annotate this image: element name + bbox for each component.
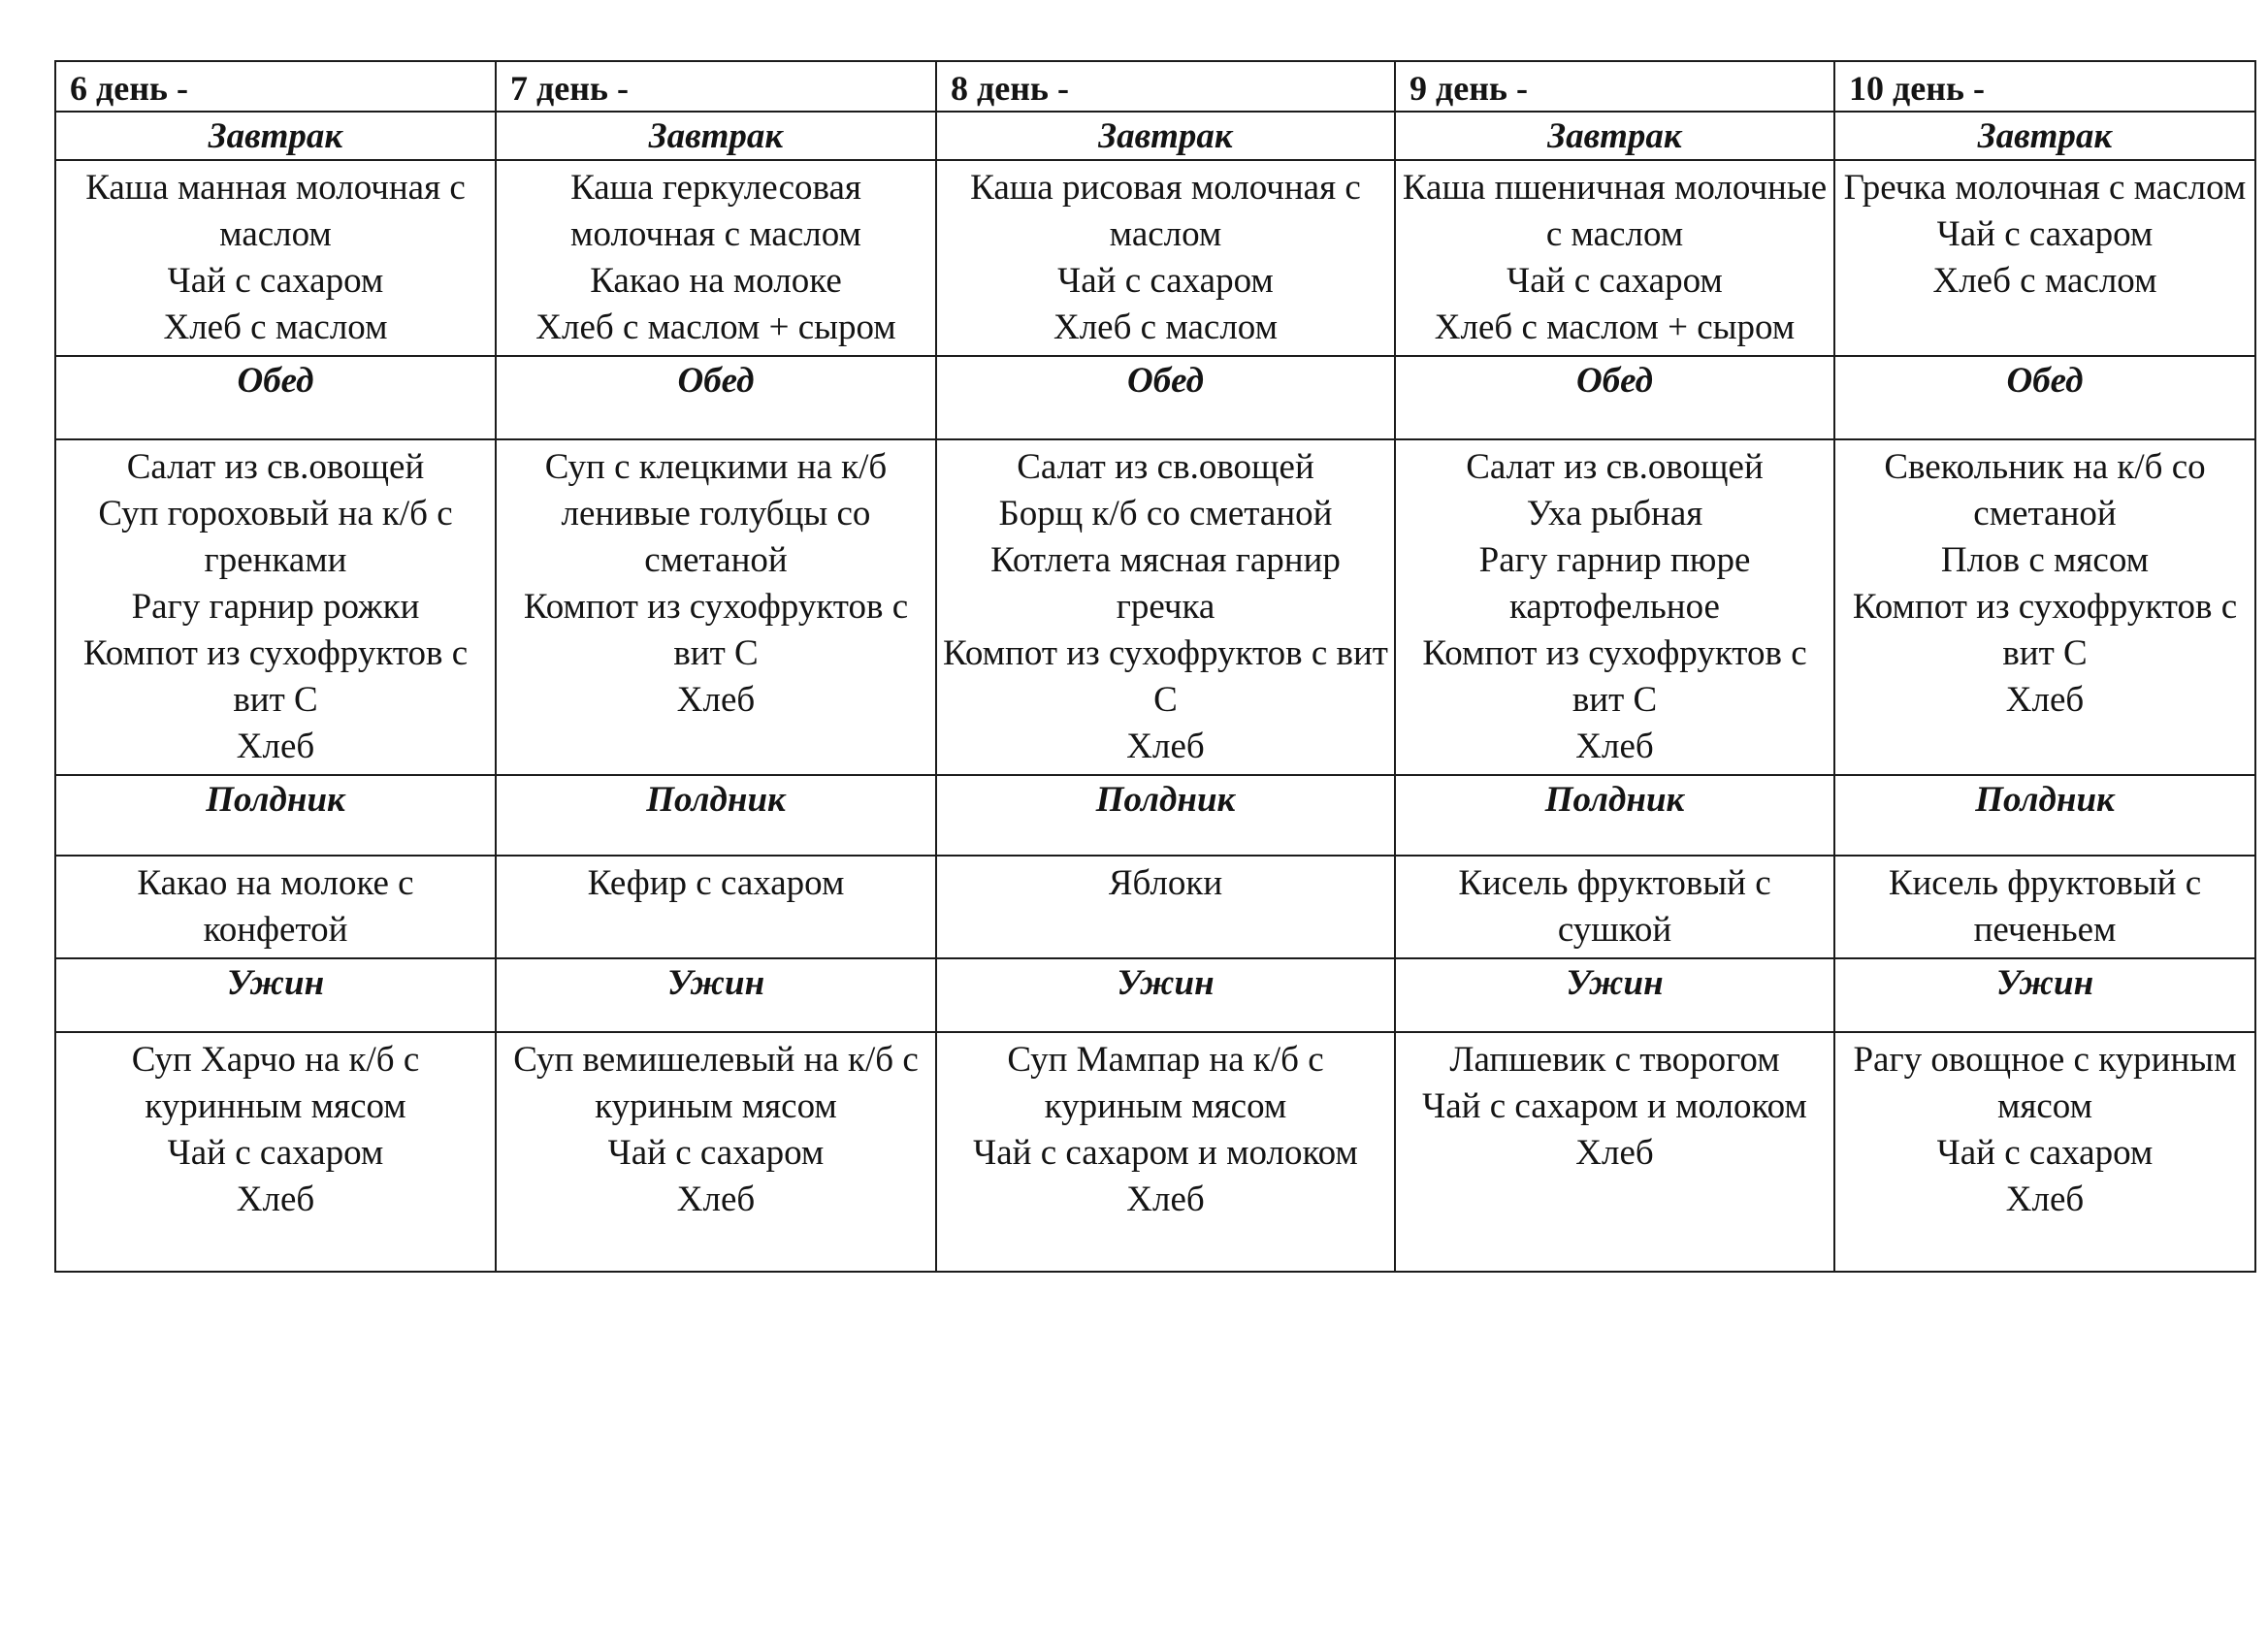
- lunch-items-cell: [496, 439, 936, 775]
- meal-label: Завтрак: [1547, 116, 1682, 156]
- menu-item: ленивые голубцы со сметаной: [561, 494, 871, 580]
- breakfast-label-cell: [496, 112, 936, 160]
- dinner-items-cell: [1395, 1032, 1834, 1272]
- meal-label: Полдник: [646, 780, 786, 820]
- lunch-items-cell: [1834, 439, 2255, 775]
- menu-item: Чай с сахаром: [1507, 261, 1723, 301]
- snack-items-cell: [55, 856, 496, 958]
- breakfast-items-cell: [496, 160, 936, 356]
- snack-label-cell: [55, 775, 496, 856]
- meal-label: Обед: [237, 361, 314, 401]
- menu-table: [54, 60, 2256, 1273]
- menu-item: Чай с сахаром: [1936, 214, 2154, 254]
- dinner-items-cell: [55, 1032, 496, 1272]
- meal-label: Обед: [1126, 361, 1205, 401]
- snack-label-cell: [936, 775, 1395, 856]
- menu-item: Хлеб: [236, 1180, 315, 1219]
- day-header-row: [55, 61, 2255, 112]
- menu-item: Чай с сахаром: [1936, 1133, 2154, 1173]
- menu-item: Чай с сахаром: [1057, 261, 1274, 301]
- meal-label: Обед: [2006, 361, 2084, 401]
- dinner-items-cell: [496, 1032, 936, 1272]
- snack-label-row: [55, 775, 2255, 856]
- menu-item: Гречка молочная с маслом: [1843, 168, 2247, 208]
- menu-item: Хлеб: [1575, 1133, 1654, 1173]
- menu-item: Чай с сахаром и молоком: [1422, 1086, 1807, 1126]
- breakfast-label-cell: [55, 112, 496, 160]
- meal-label: Ужин: [666, 963, 765, 1003]
- meal-label: Завтрак: [1098, 116, 1233, 156]
- meal-label: Ужин: [1566, 963, 1664, 1003]
- menu-item: Кисель фруктовый с сушкой: [1458, 863, 1771, 950]
- menu-item: Борщ к/б со сметаной: [998, 494, 1333, 534]
- menu-item: Чай с сахаром и молоком: [973, 1133, 1358, 1173]
- menu-item: Суп гороховый на к/б с гренками: [98, 494, 453, 580]
- meal-label: Обед: [677, 361, 755, 401]
- menu-item: Чай с сахаром: [167, 261, 384, 301]
- menu-item: Яблоки: [1108, 863, 1223, 903]
- meal-label: Полдник: [1095, 780, 1236, 820]
- day-header-cell: [496, 61, 936, 112]
- day-header-cell: [1395, 61, 1834, 112]
- lunch-label-row: [55, 356, 2255, 439]
- lunch-label-cell: [496, 356, 936, 439]
- snack-items-cell: [496, 856, 936, 958]
- menu-item: Какао на молоке с конфетой: [137, 863, 414, 950]
- lunch-items-cell: [936, 439, 1395, 775]
- snack-label-cell: [1395, 775, 1834, 856]
- snack-items-cell: [936, 856, 1395, 958]
- lunch-items-cell: [55, 439, 496, 775]
- breakfast-items-cell: [1834, 160, 2255, 356]
- meal-label: Полдник: [1544, 780, 1685, 820]
- meal-label: Завтрак: [208, 116, 343, 156]
- menu-item: Салат из св.овощей: [1466, 447, 1764, 487]
- lunch-items-row: [55, 439, 2255, 775]
- day-label: 8 день -: [951, 69, 1069, 108]
- dinner-label-cell: [496, 958, 936, 1032]
- breakfast-items-row: [55, 160, 2255, 356]
- lunch-label-cell: [55, 356, 496, 439]
- menu-item: Какао на молоке: [590, 261, 842, 301]
- menu-item: Чай с сахаром: [607, 1133, 825, 1173]
- day-label: 7 день -: [510, 69, 629, 108]
- menu-item: Каша пшеничная молочные с маслом: [1402, 168, 1828, 254]
- menu-item: Хлеб: [2005, 1180, 2085, 1219]
- meal-label: Полдник: [1975, 780, 2115, 820]
- menu-item: Хлеб: [1575, 727, 1654, 766]
- menu-item: Компот из сухофруктов с вит С: [1422, 633, 1807, 720]
- menu-item: Компот из сухофруктов с вит С: [1852, 587, 2238, 673]
- dinner-label-cell: [1395, 958, 1834, 1032]
- menu-item: Хлеб с маслом: [1932, 261, 2157, 301]
- menu-item: Суп с клецкими на к/б: [544, 447, 888, 487]
- dinner-items-cell: [936, 1032, 1395, 1272]
- breakfast-label-row: [55, 112, 2255, 160]
- lunch-label-cell: [936, 356, 1395, 439]
- dinner-items-cell: [1834, 1032, 2255, 1272]
- menu-item: Салат из св.овощей: [126, 447, 425, 487]
- menu-item: Салат из св.овощей: [1017, 447, 1314, 487]
- menu-item: Компот из сухофруктов с вит С: [943, 633, 1388, 720]
- day-header-cell: [1834, 61, 2255, 112]
- day-header-cell: [936, 61, 1395, 112]
- menu-item: Хлеб с маслом + сыром: [535, 307, 896, 347]
- menu-item: Хлеб: [2005, 680, 2085, 720]
- menu-item: Рагу гарнир рожки: [131, 587, 420, 627]
- menu-item: Каша геркулесовая молочная с маслом: [570, 168, 861, 254]
- snack-label-cell: [1834, 775, 2255, 856]
- menu-item: Свекольник на к/б со сметаной: [1884, 447, 2206, 534]
- menu-item: Рагу гарнир пюре картофельное: [1478, 540, 1751, 627]
- menu-item: Чай с сахаром: [167, 1133, 384, 1173]
- menu-item: Хлеб с маслом: [163, 307, 388, 347]
- day-label: 9 день -: [1409, 69, 1528, 108]
- menu-item: Компот из сухофруктов с вит С: [523, 587, 909, 673]
- menu-item: Плов с мясом: [1940, 540, 2150, 580]
- menu-item: Рагу овощное с куриным мясом: [1853, 1040, 2237, 1126]
- meal-label: Обед: [1575, 361, 1654, 401]
- snack-items-row: [55, 856, 2255, 958]
- breakfast-label-cell: [1395, 112, 1834, 160]
- meal-label: Полдник: [206, 780, 345, 820]
- menu-item: Кисель фруктовый с печеньем: [1888, 863, 2202, 950]
- lunch-label-cell: [1834, 356, 2255, 439]
- breakfast-label-cell: [936, 112, 1395, 160]
- menu-item: Суп Мампар на к/б с куриным мясом: [1007, 1040, 1324, 1126]
- meal-label: Завтрак: [648, 116, 784, 156]
- menu-item: Каша манная молочная с маслом: [85, 168, 466, 254]
- menu-item: Хлеб с маслом + сыром: [1434, 307, 1796, 347]
- day-label: 10 день -: [1849, 69, 1985, 108]
- menu-item: Каша рисовая молочная с маслом: [970, 168, 1361, 254]
- menu-item: Хлеб: [676, 1180, 756, 1219]
- breakfast-items-cell: [936, 160, 1395, 356]
- menu-item: Котлета мясная гарнир гречка: [990, 540, 1341, 627]
- lunch-label-cell: [1395, 356, 1834, 439]
- menu-item: Хлеб с маслом: [1053, 307, 1279, 347]
- lunch-items-cell: [1395, 439, 1834, 775]
- dinner-label-row: [55, 958, 2255, 1032]
- snack-items-cell: [1395, 856, 1834, 958]
- menu-item: Хлеб: [236, 727, 315, 766]
- snack-label-cell: [496, 775, 936, 856]
- dinner-label-cell: [1834, 958, 2255, 1032]
- menu-item: Компот из сухофруктов с вит С: [82, 633, 469, 720]
- dinner-items-row: [55, 1032, 2255, 1272]
- meal-label: Ужин: [226, 963, 325, 1003]
- menu-item: Кефир с сахаром: [587, 863, 845, 903]
- menu-item: Лапшевик с творогом: [1449, 1040, 1780, 1080]
- menu-item: Уха рыбная: [1526, 494, 1703, 534]
- dinner-label-cell: [936, 958, 1395, 1032]
- menu-item: Суп Харчо на к/б с куринным мясом: [131, 1040, 420, 1126]
- menu-item: Хлеб: [1126, 727, 1205, 766]
- meal-label: Ужин: [1995, 963, 2094, 1003]
- dinner-label-cell: [55, 958, 496, 1032]
- breakfast-items-cell: [1395, 160, 1834, 356]
- breakfast-label-cell: [1834, 112, 2255, 160]
- meal-label: Завтрак: [1977, 116, 2113, 156]
- menu-item: Хлеб: [676, 680, 756, 720]
- breakfast-items-cell: [55, 160, 496, 356]
- menu-item: Суп вемишелевый на к/б с куриным мясом: [513, 1040, 919, 1126]
- day-header-cell: [55, 61, 496, 112]
- snack-items-cell: [1834, 856, 2255, 958]
- menu-item: Хлеб: [1126, 1180, 1205, 1219]
- meal-label: Ужин: [1117, 963, 1215, 1003]
- day-label: 6 день -: [70, 69, 188, 108]
- menu-table-body: [55, 61, 2255, 1272]
